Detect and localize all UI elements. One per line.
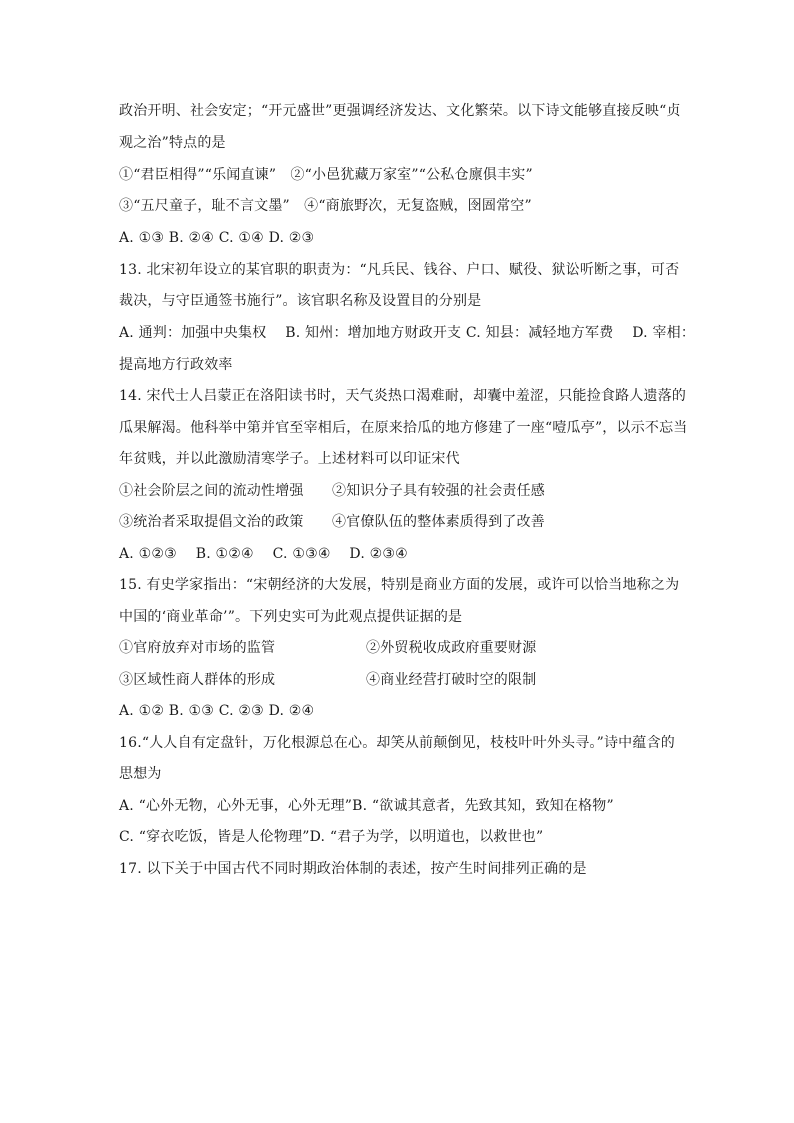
q15-option-2: ②外贸税收成政府重要财源 (366, 640, 537, 656)
q12-stem-line-2: 观之治”特点的是 (119, 135, 226, 151)
q15-option-1: ①官府放弃对市场的监管 (119, 640, 276, 656)
q15-option-3: ③区域性商人群体的形成 (119, 672, 276, 688)
q14-options-row-2: ③统治者采取提倡文治的政策 ④官僚队伍的整体素质得到了改善 (119, 514, 545, 530)
q16-stem-line-1: 16.“人人自有定盘针，万化根源总在心。却笑从前颠倒见，枝枝叶叶外头寻。”诗中蕴含的 (119, 735, 675, 751)
q13-choices-line-1: A. 通判：加强中央集权 B. 知州：增加地方财政开支 C. 知县：减轻地方军费 D. 宰相： (119, 325, 696, 341)
q16-stem-line-2: 思想为 (119, 766, 162, 782)
q15-option-4: ④商业经营打破时空的限制 (366, 672, 537, 688)
q12-stem-line-1: 政治开明、社会安定；“开元盛世”更强调经济发达、文化繁荣。以下诗文能够直接反映“贞 (119, 103, 681, 119)
q14-stem-line-2: 瓜果解渴。他科举中第并官至宰相后，在原来拾瓜的地方修建了一座“噎瓜亭”，以示不忘当 (119, 420, 688, 436)
q14-options-row-1: ①社会阶层之间的流动性增强 ②知识分子具有较强的社会责任感 (119, 483, 545, 499)
q14-choices: A. ①②③ B. ①②④ C. ①③④ D. ②③④ (119, 546, 408, 562)
q15-stem-line-1: 15. 有史学家指出：“宋朝经济的大发展，特别是商业方面的发展，或许可以恰当地称之为 (119, 577, 680, 593)
q17-stem-line-1: 17. 以下关于中国古代不同时期政治体制的表述，按产生时间排列正确的是 (119, 861, 587, 877)
q15-options-row-2 (119, 670, 537, 690)
q16-choices-line-2: C. “穿衣吃饭，皆是人伦物理”D. “君子为学，以明道也，以救世也” (119, 829, 544, 845)
q12-options-row-2: ③“五尺童子，耻不言文墨” ④“商旅野次，无复盗贼，囹圄常空” (119, 198, 532, 214)
q12-choices: A. ①③ B. ②④ C. ①④ D. ②③ (119, 230, 315, 246)
q12-options-row-1: ①“君臣相得”“乐闻直谏” ②“小邑犹藏万家室”“公私仓廪俱丰实” (119, 167, 533, 183)
q13-stem-line-2: 裁决，与守臣通签书施行”。该官职名称及设置目的分别是 (119, 293, 482, 309)
q14-stem-line-3: 年贫贱，并以此激励清寒学子。上述材料可以印证宋代 (119, 451, 460, 467)
q15-choices: A. ①② B. ①③ C. ②③ D. ②④ (119, 703, 315, 719)
q16-choices-line-1: A. “心外无物，心外无事，心外无理”B. “欲诚其意者，先致其知，致知在格物” (119, 798, 614, 814)
q13-choices-line-2: 提高地方行政效率 (119, 357, 233, 373)
q15-options-row-1 (119, 638, 537, 658)
q15-stem-line-2: 中国的‘商业革命’”。下列史实可为此观点提供证据的是 (119, 609, 463, 625)
q13-stem-line-1: 13. 北宋初年设立的某官职的职责为：“凡兵民、钱谷、户口、赋役、狱讼听断之事，可否 (119, 262, 680, 278)
q14-stem-line-1: 14. 宋代士人吕蒙正在洛阳读书时，天气炎热口渴难耐，却囊中羞涩，只能捡食路人遗落的 (119, 388, 687, 404)
